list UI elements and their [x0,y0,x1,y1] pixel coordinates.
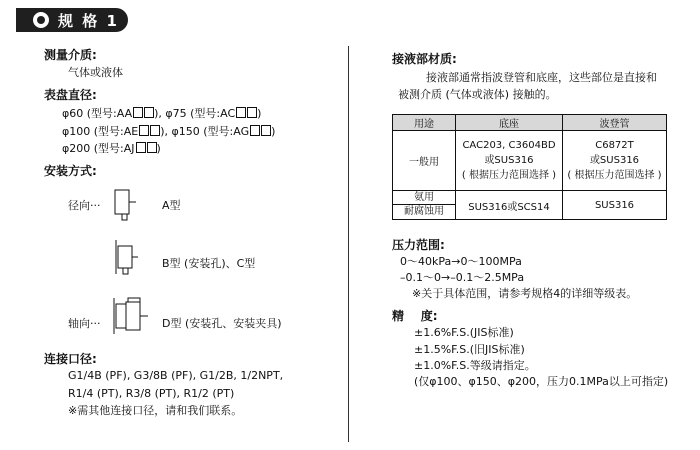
axial-label: 轴向··· [68,317,101,330]
blank-box-icon [250,125,260,136]
blank-box-icon [261,125,271,136]
accuracy-heading: 精 度: [392,309,438,323]
blank-box-icon [147,142,157,153]
table-row [393,191,667,220]
table-row [393,131,667,191]
pressure-line-1: 0～40kPa→0～100MPa [400,255,522,268]
medium-heading: 测量介质: [44,48,97,62]
material-table [392,114,667,220]
blank-box-icon [133,107,143,118]
table-cell: 氨用 耐腐蚀用 [393,191,456,220]
dial-heading: 表盘直径: [44,88,97,102]
column-divider [348,46,349,442]
medium-value: 气体或液体 [68,66,123,79]
dial-row-2: φ100 (型号:AE ), φ150 (型号:AG ) [62,125,276,138]
table-cell: SUS316 [563,191,667,220]
table-header: 用途 [393,115,456,131]
pressure-note: ※关于具体范围，请参考规格4的详细等级表。 [412,287,638,300]
connection-heading: 连接口径: [44,352,97,366]
material-heading: 接液部材质: [392,52,457,66]
pressure-line-2: –0.1～0→–0.1～2.5MPa [400,271,525,284]
dial-row-3: φ200 (型号:AJ ) [62,142,161,155]
accuracy-line-3: ±1.0%F.S.等级请指定。 [414,359,536,372]
blank-box-icon [247,107,257,118]
blank-box-icon [150,125,160,136]
type-a-mount-icon [108,184,148,224]
material-desc-2: 被测介质 (气体或液体) 接触的。 [398,88,557,101]
table-cell: C6872T 或SUS316 ( 根据压力范围选择 ) [563,131,667,191]
blank-box-icon [144,107,154,118]
mount-heading: 安装方式: [44,164,97,178]
radial-label: 径向··· [68,199,101,212]
blank-box-icon [236,107,246,118]
blank-box-icon [136,142,146,153]
blank-box-icon [139,125,149,136]
material-desc-1: 接液部通常指波登管和底座，这些部位是直接和 [426,71,657,84]
table-cell: CAC203, C3604BD 或SUS316 ( 根据压力范围选择 ) [456,131,563,191]
type-a-label: A型 [162,199,181,212]
type-d-mount-icon [108,294,158,338]
table-cell: SUS316或SCS14 [456,191,563,220]
connection-note: ※需其他连接口径，请和我们联系。 [68,404,243,417]
title-bullet-icon [33,12,49,28]
accuracy-line-4: (仅φ100、φ150、φ200，压力0.1MPa以上可指定) [414,375,669,388]
type-b-mount-icon [108,238,148,282]
connection-line-1: G1/4B (PF), G3/8B (PF), G1/2B, 1/2NPT, [68,369,284,382]
table-cell: 一般用 [393,131,456,191]
pressure-heading: 压力范围: [392,238,445,252]
type-bc-label: B型 (安装孔)、C型 [162,257,256,270]
connection-line-2: R1/4 (PT), R3/8 (PT), R1/2 (PT) [68,387,235,400]
section-title: 规 格 1 [58,12,119,30]
accuracy-line-2: ±1.5%F.S.(旧JIS标准) [414,343,525,356]
type-d-label: D型 (安装孔、安装夹具) [162,317,282,330]
dial-row-1: φ60 (型号:AA ), φ75 (型号:AC ) [62,107,262,120]
table-header: 底座 [456,115,563,131]
accuracy-line-1: ±1.6%F.S.(JIS标准) [414,326,514,339]
table-header: 波登管 [563,115,667,131]
